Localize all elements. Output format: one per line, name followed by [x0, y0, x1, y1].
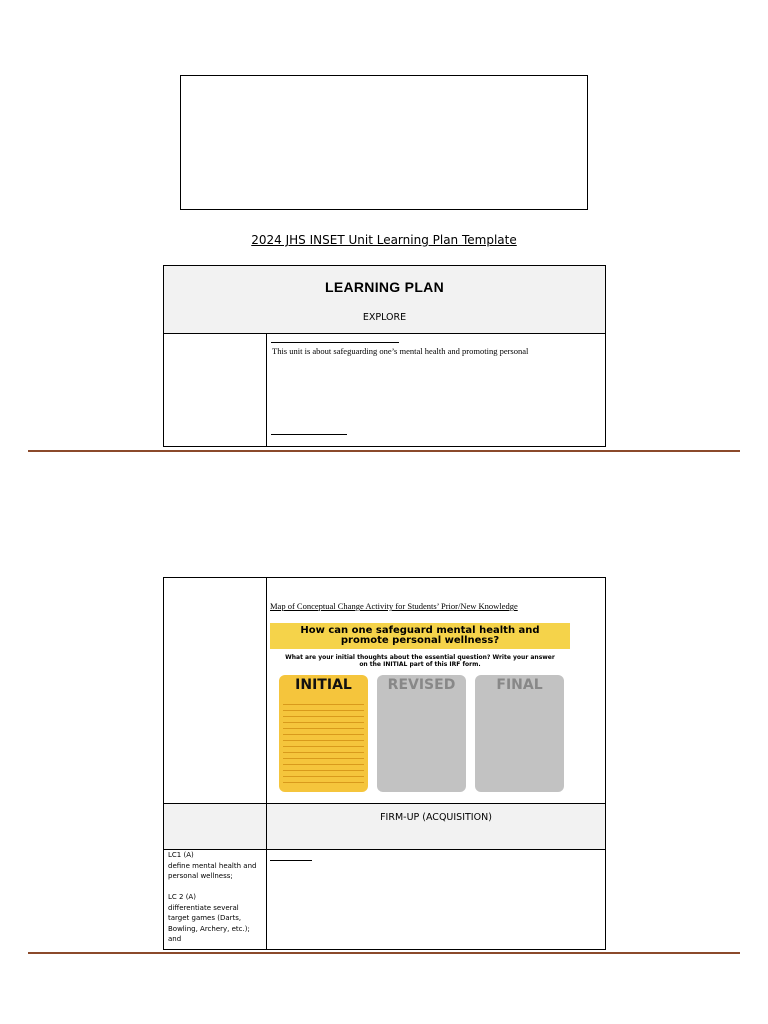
lc-line	[168, 882, 264, 893]
text-rule	[270, 860, 312, 861]
essential-question-banner	[270, 623, 570, 649]
text-rule	[271, 434, 347, 435]
firm-up-left-cell	[164, 804, 266, 849]
lc-line: target games (Darts,	[168, 914, 242, 922]
page-break-rule	[28, 952, 740, 954]
essential-question-line-2: promote personal wellness?	[340, 635, 500, 646]
lc-line: Bowling, Archery, etc.);	[168, 924, 250, 933]
instruction-line-1: What are your initial thoughts about the essential question? Write your answer	[285, 654, 555, 661]
initial-column-title: INITIAL	[295, 677, 352, 693]
lc-line: and	[168, 935, 182, 943]
firm-up-label: FIRM-UP (ACQUISITION)	[380, 812, 492, 823]
lc-line: define mental health and	[168, 861, 257, 870]
map-caption: Map of Conceptual Change Activity for Students’ Prior/New Knowledge	[270, 601, 518, 611]
lc-line: LC1 (A)	[168, 851, 194, 859]
column-divider	[266, 333, 267, 446]
column-divider	[266, 578, 267, 949]
firm-up-cell	[267, 804, 605, 849]
final-column-title: FINAL	[496, 677, 543, 693]
initial-column	[279, 675, 368, 792]
essential-question-line-1: How can one safeguard mental health and	[300, 625, 540, 636]
page-break-rule	[28, 450, 740, 452]
revised-column	[377, 675, 466, 792]
lc-line: personal wellness;	[168, 872, 233, 880]
unit-description: This unit is about safeguarding one’s mental health and promoting personal	[272, 346, 529, 356]
instruction-line-2: on the INITIAL part of this IRF form.	[359, 661, 481, 668]
blank-header-box	[180, 75, 588, 210]
learning-plan-header	[164, 266, 605, 334]
revised-column-title: REVISED	[387, 677, 456, 693]
learning-plan-heading: LEARNING PLAN	[324, 279, 444, 295]
lc-line: LC 2 (A)	[168, 893, 196, 901]
learning-plan-table	[163, 265, 606, 447]
activity-table	[163, 577, 606, 950]
explore-label: EXPLORE	[362, 312, 407, 323]
instructions	[270, 654, 570, 668]
document-title: 2024 JHS INSET Unit Learning Plan Template	[251, 233, 517, 247]
writing-lines	[283, 699, 364, 788]
learning-competencies	[168, 850, 264, 945]
final-column	[475, 675, 564, 792]
text-rule	[271, 342, 399, 343]
lc-line: differentiate several	[168, 903, 239, 912]
